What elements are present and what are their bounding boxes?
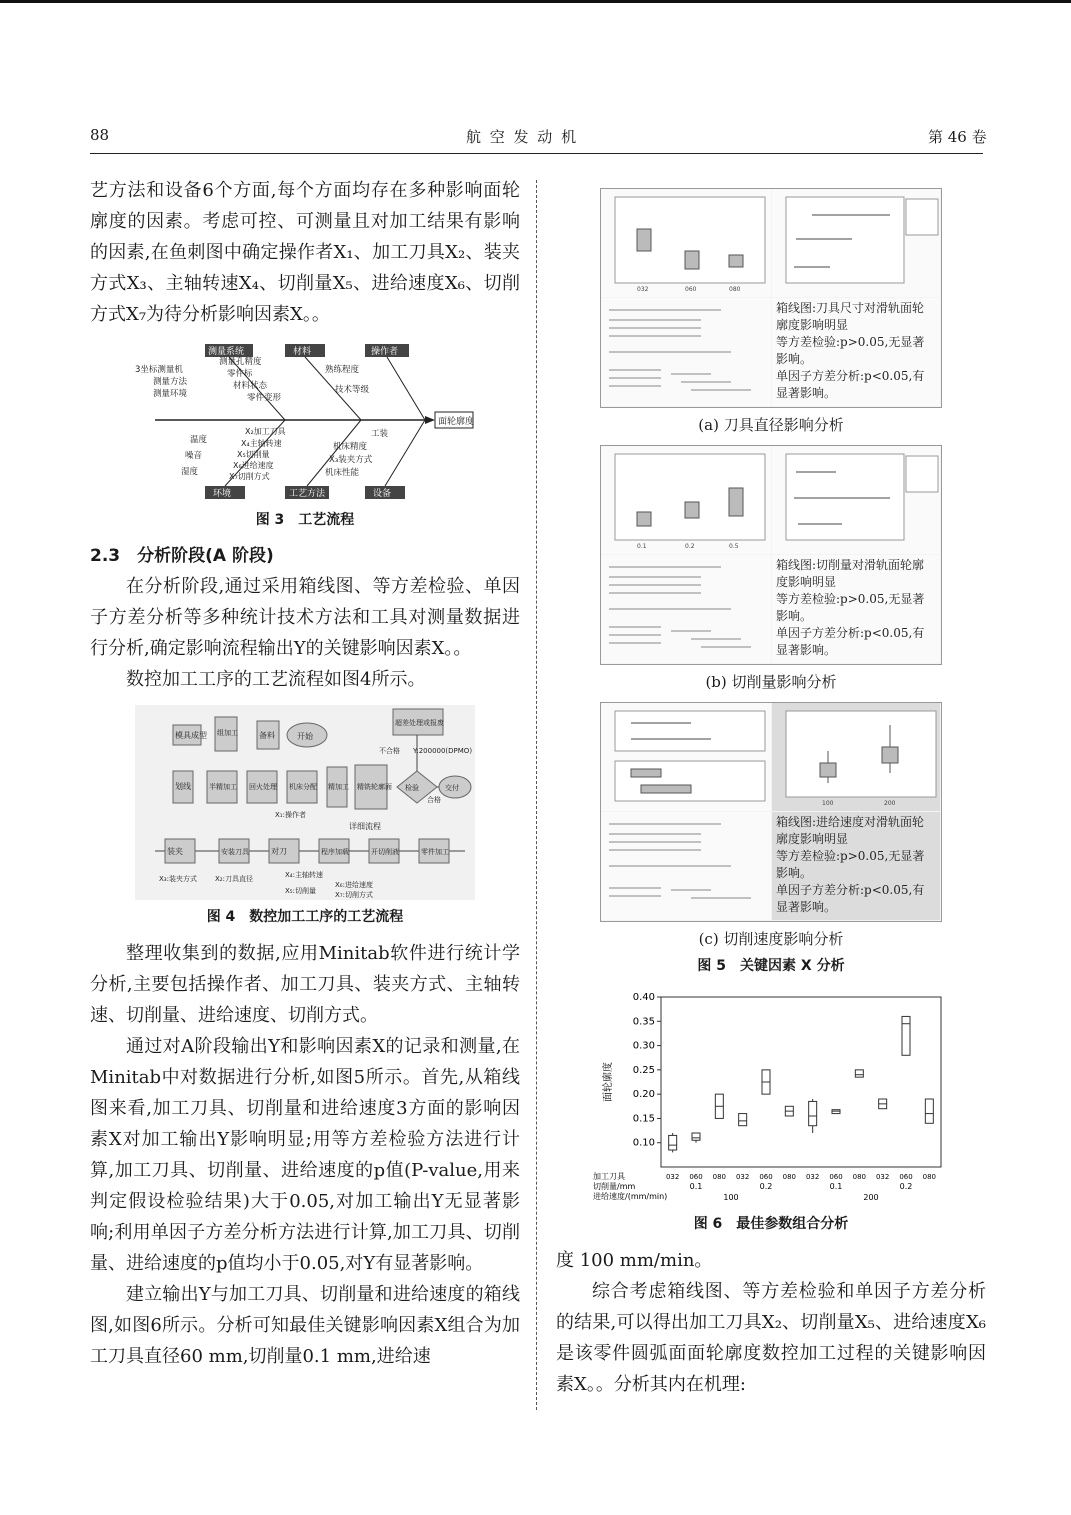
svg-text:零件变形: 零件变形 [247, 393, 282, 403]
journal-title: 航 空 发 动 机 [466, 128, 579, 146]
svg-text:X₅:切削量: X₅:切削量 [285, 887, 316, 895]
y-tick-label: 0.25 [632, 1064, 655, 1076]
x-tick-label-tool: 032 [875, 1173, 890, 1181]
box [902, 1016, 910, 1055]
svg-text:X₇切削方式: X₇切削方式 [229, 472, 270, 481]
cat-operator: 操作者 [371, 347, 399, 357]
cat-measure: 测量系统 [208, 347, 245, 357]
analysis-note: 箱线图:切削量对滑轨面轮廓度影响明显 等方差检验:p>0.05,无显著影响。 单因子方差分析:p<0.05,有显著影响。 [772, 555, 940, 663]
svg-text:合格: 合格 [427, 796, 441, 804]
svg-text:材料状态: 材料状态 [233, 381, 268, 391]
svg-text:装夹: 装夹 [167, 847, 183, 856]
paragraph: 数控加工工序的工艺流程如图4所示。 [126, 669, 426, 690]
svg-text:080: 080 [729, 286, 741, 293]
svg-text:032: 032 [637, 286, 649, 293]
volume-label: 第 46 卷 [928, 128, 987, 146]
figure-5b-subcaption: (b) 切削量影响分析 [705, 673, 837, 691]
x-row-label: 切削量/mm [593, 1182, 636, 1191]
paragraph: 度 100 mm/min。 [556, 1250, 713, 1271]
figure-6-caption: 图 6 最佳参数组合分析 [693, 1216, 849, 1232]
header-rule [90, 153, 983, 154]
box [739, 1114, 747, 1126]
x-tick-label-tool: 080 [782, 1173, 797, 1181]
y-tick-label: 0.30 [632, 1040, 655, 1052]
svg-text:噪音: 噪音 [185, 451, 203, 461]
svg-text:0.5: 0.5 [729, 543, 739, 550]
svg-text:程序加载: 程序加载 [321, 848, 349, 856]
x-tick-label-tool: 060 [689, 1173, 703, 1181]
x-tick-label-tool: 032 [665, 1173, 680, 1181]
svg-text:超差处理或报废: 超差处理或报废 [395, 719, 444, 727]
x-row-label: 加工刀具 [593, 1172, 625, 1181]
x-tick-label-tool: 060 [759, 1173, 773, 1181]
top-rule [0, 0, 1071, 3]
paragraph: 整理收集到的数据,应用Minitab软件进行统计学分析,主要包括操作者、加工刀具、装夹方式、主轴转速、切削量、进给速度、切削方式。 [90, 943, 520, 1026]
svg-text:X₇:切削方式: X₇:切削方式 [335, 891, 373, 899]
x-tick-label-tool: 032 [735, 1173, 750, 1181]
cat-equipment: 设备 [373, 489, 392, 499]
svg-text:测量环境: 测量环境 [153, 389, 188, 399]
svg-text:3坐标测量机: 3坐标测量机 [135, 365, 183, 375]
svg-text:X₅切削量: X₅切削量 [237, 450, 270, 459]
paragraph: 综合考虑箱线图、等方差检验和单因子方差分析的结果,可以得出加工刀具X₂、切削量X₅、进给速度X₆是该零件圆弧面面轮廓度数控加工过程的关键影响因素X。。分析其内在机理: [556, 1281, 986, 1395]
figure-5b-panel [600, 445, 942, 665]
x-tick-label-cut: 0.2 [899, 1182, 913, 1191]
svg-text:对刀: 对刀 [271, 847, 287, 856]
svg-text:X₆进给速度: X₆进给速度 [233, 461, 274, 470]
y-tick-label: 0.10 [632, 1137, 655, 1149]
svg-text:精铣轮廓面: 精铣轮廓面 [357, 783, 392, 791]
box [855, 1070, 863, 1077]
fishbone-diagram [135, 338, 475, 503]
plot-frame [661, 997, 941, 1167]
svg-text:0.2: 0.2 [685, 543, 695, 550]
x-tick-label-feed: 200 [863, 1193, 879, 1202]
figure-5a-panel [600, 188, 942, 408]
right-column [556, 188, 986, 1400]
svg-text:零件标: 零件标 [227, 369, 253, 379]
svg-text:工装: 工装 [371, 429, 389, 439]
svg-text:备料: 备料 [259, 731, 275, 740]
cat-method: 工艺方法 [289, 489, 326, 499]
box [925, 1099, 933, 1123]
svg-text:回火处理: 回火处理 [249, 783, 277, 791]
svg-text:测量孔精度: 测量孔精度 [219, 357, 262, 367]
svg-text:零件加工: 零件加工 [421, 848, 449, 856]
paragraph: 建立输出Y与加工刀具、切削量和进给速度的箱线图,如图6所示。分析可知最佳关键影响因素X组合为加工刀具直径60 mm,切削量0.1 mm,进给速 [90, 1284, 520, 1367]
anova-thumbnail [601, 812, 771, 920]
x-tick-label-feed: 100 [723, 1193, 739, 1202]
figure-4-caption: 图 4 数控加工工序的工艺流程 [206, 909, 404, 925]
box [692, 1133, 700, 1140]
svg-text:组加工: 组加工 [217, 729, 238, 737]
figure-5a-subcaption: (a) 刀具直径影响分析 [698, 416, 844, 434]
svg-text:不合格: 不合格 [379, 747, 400, 755]
analysis-note: 箱线图:刀具尺寸对滑轨面轮廓度影响明显 等方差检验:p>0.05,无显著影响。 单因子方差分析:p<0.05,有显著影响。 [772, 298, 940, 406]
svg-text:熟练程度: 熟练程度 [325, 365, 360, 375]
figure-6-boxplot [591, 987, 951, 1207]
svg-text:模具成型: 模具成型 [175, 731, 207, 740]
effect-label: 面轮廓度 [438, 417, 475, 427]
equal-variance-thumbnail [772, 446, 940, 554]
svg-text:开始: 开始 [297, 732, 313, 741]
figure-5-caption: 图 5 关键因素 X 分析 [697, 958, 845, 974]
page-number: 88 [90, 126, 110, 144]
svg-text:X₃装夹方式: X₃装夹方式 [329, 455, 373, 465]
cat-environment: 环境 [213, 489, 232, 499]
svg-text:060: 060 [685, 286, 697, 293]
svg-text:Y:200000(DPMO): Y:200000(DPMO) [413, 747, 473, 755]
svg-text:0.1: 0.1 [637, 543, 647, 550]
box [669, 1135, 677, 1150]
x-tick-label-tool: 032 [805, 1173, 820, 1181]
anova-thumbnail [601, 555, 771, 663]
left-column [90, 175, 520, 1372]
svg-text:X₄主轴转速: X₄主轴转速 [241, 439, 282, 448]
svg-text:机床精度: 机床精度 [333, 442, 368, 452]
paragraph: 在分析阶段,通过采用箱线图、等方差检验、单因子方差分析等多种统计技术方法和工具对测量数据进行分析,确定影响流程输出Y的关键影响因素X。。 [90, 576, 520, 659]
svg-text:机床性能: 机床性能 [325, 468, 360, 478]
section-heading: 2.3 分析阶段(A 阶段) [90, 546, 274, 566]
svg-text:X₄:主轴转速: X₄:主轴转速 [285, 871, 323, 879]
svg-text:X₁:操作者: X₁:操作者 [275, 811, 306, 819]
svg-text:划线: 划线 [175, 782, 191, 791]
y-tick-label: 0.40 [632, 992, 655, 1003]
boxplot-thumbnail [601, 189, 771, 297]
svg-text:安装刀具: 安装刀具 [221, 848, 249, 856]
x-tick-label-cut: 0.1 [689, 1182, 703, 1191]
y-tick-label: 0.20 [632, 1089, 655, 1101]
svg-text:温度: 温度 [190, 435, 208, 445]
equal-variance-thumbnail [772, 189, 940, 297]
x-tick-label-cut: 0.1 [829, 1182, 843, 1191]
svg-text:精加工: 精加工 [328, 783, 349, 791]
svg-text:技术等级: 技术等级 [335, 385, 370, 395]
svg-text:X₂:刀具直径: X₂:刀具直径 [215, 875, 253, 883]
column-divider [536, 180, 537, 1410]
svg-text:开切削液: 开切削液 [371, 848, 399, 856]
svg-text:半精加工: 半精加工 [209, 783, 237, 791]
y-axis-label: 面轮廓度 [603, 1062, 614, 1102]
svg-text:X₂加工刀具: X₂加工刀具 [245, 427, 286, 436]
y-tick-label: 0.35 [632, 1016, 655, 1028]
paragraph: 艺方法和设备6个方面,每个方面均存在多种影响面轮廓度的因素。考虑可控、可测量且对加工结果有影响的因素,在鱼刺图中确定操作者X₁、加工刀具X₂、装夹方式X₃、主轴转速X₄、切削量X₅、进给速度X₆、切削方式X₇为待分析影响因素X。。 [90, 180, 520, 325]
svg-text:X₆:进给速度: X₆:进给速度 [335, 881, 373, 889]
boxplot-thumbnail [772, 703, 940, 811]
x-tick-label-tool: 060 [899, 1173, 913, 1181]
x-tick-label-tool: 080 [922, 1173, 937, 1181]
svg-text:详细流程: 详细流程 [349, 822, 381, 831]
equal-variance-thumbnail [601, 703, 771, 811]
boxplot-thumbnail [601, 446, 771, 554]
figure-5c-subcaption: (c) 切削速度影响分析 [698, 930, 844, 948]
figure-3-caption: 图 3 工艺流程 [255, 512, 355, 528]
svg-text:200: 200 [884, 800, 896, 807]
x-row-label: 进给速度/(mm/min) [593, 1192, 668, 1201]
anova-thumbnail [601, 298, 771, 406]
x-tick-label-tool: 080 [852, 1173, 867, 1181]
svg-text:湿度: 湿度 [181, 467, 199, 477]
svg-text:X₃:装夹方式: X₃:装夹方式 [159, 875, 197, 883]
process-flow-diagram [135, 705, 475, 900]
svg-text:检验: 检验 [405, 784, 419, 792]
x-tick-label-cut: 0.2 [759, 1182, 773, 1191]
figure-5c-panel [600, 702, 942, 922]
paragraph: 通过对A阶段输出Y和影响因素X的记录和测量,在Minitab中对数据进行分析,如图5所示。首先,从箱线图来看,加工刀具、切削量和进给速度3方面的影响因素X对加工输出Y影响明显;用等方差检验方法进行计算,加工刀具、切削量、进给速度的p值(P-value,用来判定假设检验结果)大于0.05,对加工输出Y无显著影响;利用单因子方差分析方法进行计算,加工刀具、切削量、进给速度的p值均小于0.05,对Y有显著影响。 [90, 1036, 520, 1274]
svg-text:100: 100 [822, 800, 834, 807]
analysis-note: 箱线图:进给速度对滑轨面轮廓度影响明显 等方差检验:p>0.05,无显著影响。 单因子方差分析:p<0.05,有显著影响。 [772, 812, 940, 920]
svg-text:交付: 交付 [445, 784, 459, 792]
svg-text:机床分配: 机床分配 [289, 783, 317, 791]
y-tick-label: 0.15 [632, 1113, 655, 1125]
cat-material: 材料 [293, 347, 312, 357]
svg-text:测量方法: 测量方法 [153, 377, 188, 387]
x-tick-label-tool: 080 [712, 1173, 727, 1181]
x-tick-label-tool: 060 [829, 1173, 843, 1181]
box [809, 1101, 817, 1125]
